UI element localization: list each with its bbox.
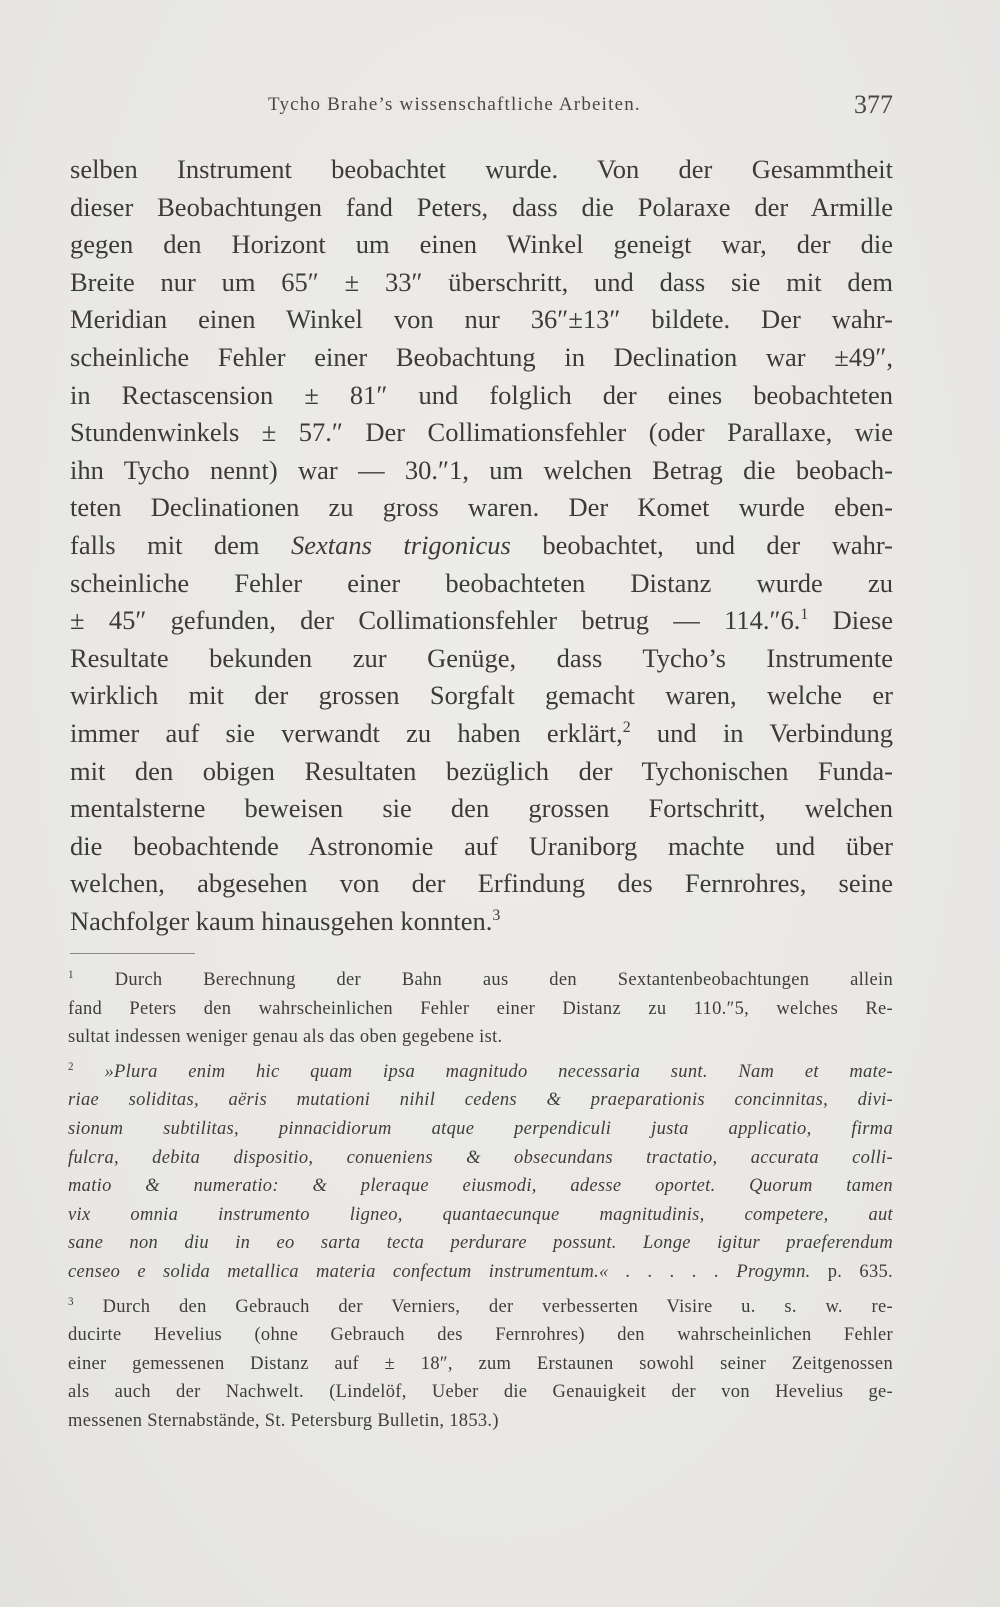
footnote-ref-2: 2 xyxy=(622,719,631,737)
footnote-line xyxy=(68,966,893,995)
text-segment: Diese xyxy=(808,605,894,636)
footnotes xyxy=(68,966,893,1436)
text-line xyxy=(70,903,893,941)
running-head: Tycho Brahe’s wissenschaftliche Arbeiten. xyxy=(268,94,641,115)
text-line: Resultate bekunden zur Genüge, dass Tycho’s Instrumente xyxy=(70,642,893,673)
footnote-line: messenen Sternabstände, St. Petersburg Bulletin, 1853.) xyxy=(68,1410,499,1431)
footnote-line xyxy=(68,1258,893,1287)
footnote-line: einer gemessenen Distanz auf ± 18″, zum Erstaunen sowohl seiner Zeitgenossen xyxy=(68,1353,893,1374)
text-segment: Nachfolger kaum hinausgehen konnten. xyxy=(70,905,493,936)
footnote-2 xyxy=(68,1058,893,1287)
text-segment: p. 635. xyxy=(810,1261,893,1282)
text-segment: Durch den Gebrauch der Verniers, der verbesserten Visire u. s. w. re- xyxy=(73,1296,893,1317)
footnote-line: fand Peters den wahrscheinlichen Fehler einer Distanz zu 110.″5, welches Re- xyxy=(68,998,893,1019)
footnote-mark: 3 xyxy=(68,1295,74,1308)
footnote-mark: 2 xyxy=(68,1060,74,1073)
footnote-line: sane non diu in eo sarta tecta perdurare possunt. Longe igitur praeferendum xyxy=(68,1233,893,1254)
text-line: welchen, abgesehen von der Erfindung des Fernrohres, seine xyxy=(70,868,893,899)
text-segment: ± 45″ gefunden, der Collimationsfehler betrug — 114.″6. xyxy=(70,605,801,636)
text-segment: immer auf sie verwandt zu haben erklärt, xyxy=(70,717,623,748)
text-line: gegen den Horizont um einen Winkel geneigt war, der die xyxy=(70,229,893,260)
footnote-ref-1: 1 xyxy=(800,606,809,624)
text-line: wirklich mit der grossen Sorgfalt gemacht waren, welche er xyxy=(70,680,893,711)
text-segment: falls mit dem xyxy=(70,529,291,560)
text-line: Meridian einen Winkel von nur 36″±13″ bildete. Der wahr- xyxy=(70,304,893,335)
footnote-line: als auch der Nachwelt. (Lindelöf, Ueber die Genauigkeit der von Hevelius ge- xyxy=(68,1382,893,1403)
text-line: Breite nur um 65″ ± 33″ überschritt, und dass sie mit dem xyxy=(70,266,893,297)
text-line: selben Instrument beobachtet wurde. Von der Gesammtheit xyxy=(70,154,893,184)
footnote-line xyxy=(68,1058,893,1087)
page-number: 377 xyxy=(854,90,893,119)
text-line: mentalsterne beweisen sie den grossen Fortschritt, welchen xyxy=(70,793,893,824)
footnote-line xyxy=(68,1293,893,1322)
text-line: scheinliche Fehler einer Beobachtung in Declination war ±49″, xyxy=(70,341,893,372)
text-line: in Rectascension ± 81″ und folglich der eines beobachteten xyxy=(70,379,893,410)
footnote-line: matio & numeratio: & pleraque eiusmodi, adesse oportet. Quorum tamen xyxy=(68,1176,893,1197)
text-line xyxy=(70,602,893,640)
text-line xyxy=(70,527,893,565)
text-segment: beobachtet, und der wahr- xyxy=(510,529,893,560)
text-line: mit den obigen Resultaten bezüglich der Tychonischen Funda- xyxy=(70,755,893,786)
footnote-3 xyxy=(68,1293,893,1436)
page-header xyxy=(70,90,893,124)
text-line: teten Declinationen zu gross waren. Der Komet wurde eben- xyxy=(70,492,893,523)
footnote-line: ducirte Hevelius (ohne Gebrauch des Fernrohres) den wahrscheinlichen Fehler xyxy=(68,1325,893,1346)
footnote-1 xyxy=(68,966,893,1052)
text-line: scheinliche Fehler einer beobachteten Distanz wurde zu xyxy=(70,567,893,598)
text-segment: Durch Berechnung der Bahn aus den Sextantenbeobachtungen allein xyxy=(73,970,893,990)
footnote-rule xyxy=(70,953,195,954)
footnote-line: vix omnia instrumento ligneo, quantaecunque magnitudinis, competere, aut xyxy=(68,1204,893,1225)
footnote-line: sultat indessen weniger genau als das oben gegebene ist. xyxy=(68,1027,503,1048)
italic-term: Sextans trigonicus xyxy=(290,529,511,560)
footnote-line: sionum subtilitas, pinnacidiorum atque perpendiculi justa applicatio, firma xyxy=(68,1118,893,1139)
text-line: Stundenwinkels ± 57.″ Der Collimationsfehler (oder Parallaxe, wie xyxy=(70,417,893,448)
text-line xyxy=(70,715,893,753)
footnote-line: fulcra, debita dispositio, conueniens & obsecundans tractatio, accurata colli- xyxy=(68,1147,893,1168)
text-line: dieser Beobachtungen fand Peters, dass die Polaraxe der Armille xyxy=(70,191,893,222)
footnote-line: riae soliditas, aëris mutationi nihil cedens & praeparationis concinnitas, divi- xyxy=(68,1090,893,1111)
footnote-ref-3: 3 xyxy=(492,907,501,925)
footnote-mark: 1 xyxy=(68,968,74,981)
main-text xyxy=(70,151,893,940)
text-segment: und in Verbindung xyxy=(630,717,893,748)
text-segment: censeo e solida metallica materia confectum instrumentum.« . . . . . Progymn. xyxy=(68,1261,811,1282)
text-segment: »Plura enim hic quam ipsa magnitudo necessaria sunt. Nam et mate- xyxy=(73,1061,893,1082)
text-line: die beobachtende Astronomie auf Uraniborg machte und über xyxy=(70,830,893,861)
text-line: ihn Tycho nennt) war — 30.″1, um welchen Betrag die beobach- xyxy=(70,454,893,485)
